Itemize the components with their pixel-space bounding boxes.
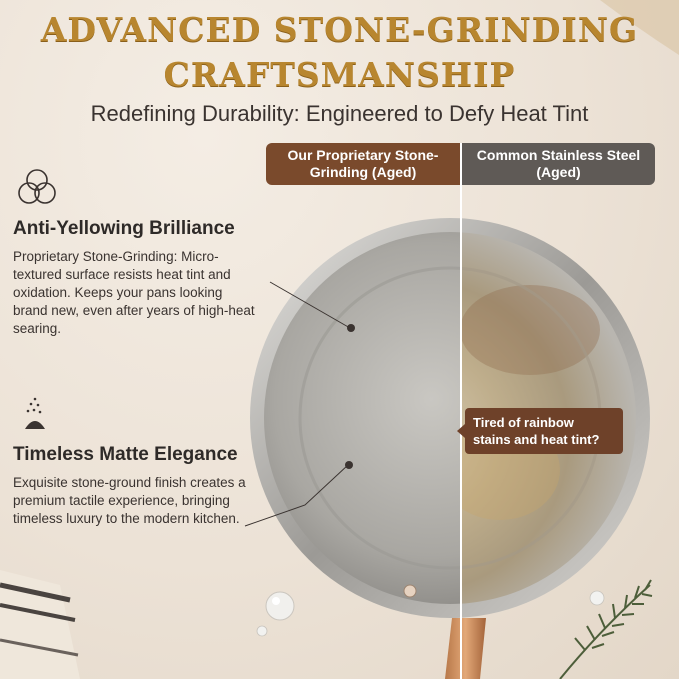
rosemary-decoration [560, 580, 652, 679]
feature-text-matte-elegance: Exquisite stone-ground finish creates a premium tactile experience, bringing timeless luxury to the modern kitchen. [13, 475, 246, 526]
feature-text-anti-yellowing: Proprietary Stone-Grinding: Micro-textured surface resists heat tint and oxidation. Keeps your pans looking brand new, even after years of high-heat searing. [13, 249, 255, 336]
comparison-divider [460, 143, 462, 679]
column-header-common-steel: Common Stainless Steel (Aged) [462, 143, 655, 185]
feature-title-anti-yellowing: Anti-Yellowing Brilliance [13, 218, 235, 239]
headline-line-1: ADVANCED STONE-GRINDING [40, 10, 639, 49]
column-header-stone-ground: Our Proprietary Stone-Grinding (Aged) [266, 143, 460, 185]
overlapping-circles-icon [14, 166, 60, 208]
cloth-decoration [0, 570, 80, 679]
feature-title-matte-elegance: Timeless Matte Elegance [13, 444, 238, 465]
subtitle: Redefining Durability: Engineered to Defy Heat Tint [90, 101, 589, 126]
heat-tint-callout: Tired of rainbow stains and heat tint? [465, 408, 623, 454]
headline-line-2: CRAFTSMANSHIP [163, 55, 516, 94]
sand-particles-icon [22, 395, 48, 435]
